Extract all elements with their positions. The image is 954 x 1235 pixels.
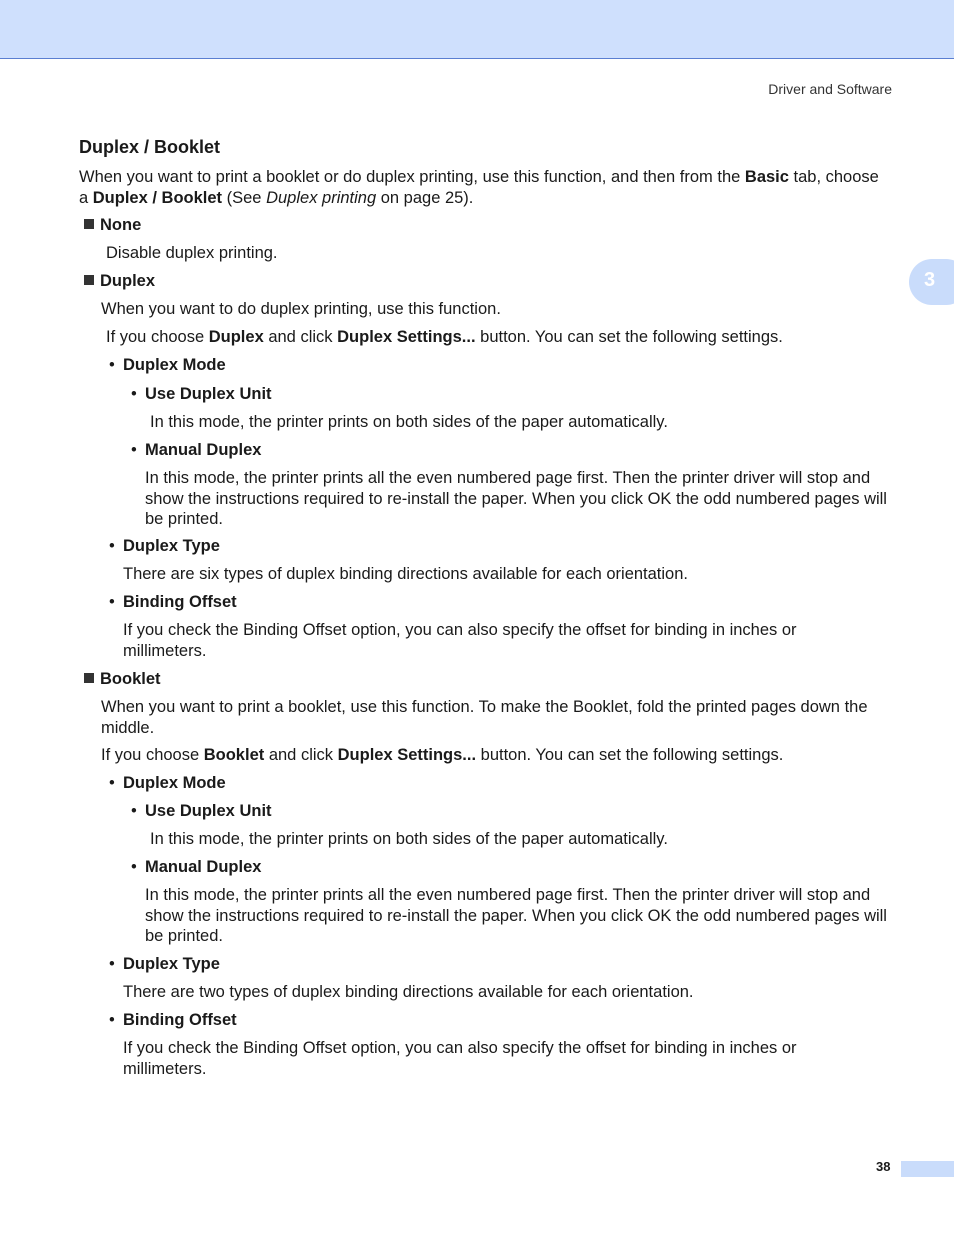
chapter-tab <box>909 259 954 305</box>
page-number: 38 <box>876 1159 891 1174</box>
booklet-desc: When you want to print a booklet, use this function. To make the Booklet, fold the printed pages down the middle. <box>101 698 868 737</box>
section-title: Duplex / Booklet <box>79 137 221 157</box>
intro-duplex-booklet: Duplex / Booklet <box>92 188 223 207</box>
booklet-offset-label: Binding Offset <box>123 1011 237 1029</box>
duplex-label: Duplex <box>100 272 156 290</box>
square-bullet-icon <box>84 219 94 229</box>
none-label: None <box>100 216 142 234</box>
intro-text-2: tab, choose a <box>79 168 879 207</box>
bullet-icon: • <box>131 858 137 876</box>
choose-duplex: Duplex <box>208 328 264 346</box>
intro-text-1: When you want to print a booklet or do duplex printing, use this function, and then from the <box>79 168 745 186</box>
booklet-unit-desc: In this mode, the printer prints on both sides of the paper automatically. <box>150 830 668 848</box>
bullet-icon: • <box>131 441 137 459</box>
duplex-manual-desc: In this mode, the printer prints all the even numbered page first. Then the printer driver will stop and show the instructions required to re-install the paper. When you click OK the odd numbered pages will be printed. <box>145 469 887 528</box>
duplex-unit-label: Use Duplex Unit <box>145 385 272 403</box>
duplex-choose <box>106 327 783 348</box>
booklet-unit-item <box>131 801 272 822</box>
duplex-type-label: Duplex Type <box>123 537 220 555</box>
duplex-manual-item <box>131 440 261 461</box>
header-band <box>0 0 954 59</box>
footer-bar <box>901 1161 954 1177</box>
choose-text-1: If you choose <box>106 328 209 346</box>
bullet-icon: • <box>131 802 137 820</box>
bullet-icon: • <box>131 385 137 403</box>
choose-text-2: and click <box>263 328 338 346</box>
bullet-icon: • <box>109 774 115 792</box>
duplex-unit-item <box>131 384 272 405</box>
choose-text-1: If you choose <box>101 746 204 764</box>
intro-basic-tab: Basic <box>744 168 789 186</box>
choose-duplex-settings: Duplex Settings... <box>337 328 476 346</box>
booklet-type-item <box>109 954 220 975</box>
none-desc: Disable duplex printing. <box>106 244 278 262</box>
choose-booklet: Booklet <box>203 746 265 764</box>
choose-text-3: button. You can set the following settings. <box>476 746 784 764</box>
choose-text-2: and click <box>264 746 338 764</box>
duplex-item <box>84 271 155 292</box>
duplex-type-item <box>109 536 220 557</box>
booklet-offset-desc: If you check the Binding Offset option, you can also specify the offset for binding in inches or millimeters. <box>123 1039 797 1078</box>
duplex-unit-desc: In this mode, the printer prints on both sides of the paper automatically. <box>150 413 668 431</box>
duplex-manual-label: Manual Duplex <box>145 441 262 459</box>
booklet-choose <box>101 745 783 766</box>
booklet-mode-label: Duplex Mode <box>123 774 226 792</box>
running-title: Driver and Software <box>768 81 892 97</box>
booklet-label: Booklet <box>100 670 161 688</box>
duplex-offset-item <box>109 592 237 613</box>
duplex-offset-label: Binding Offset <box>123 593 237 611</box>
booklet-type-desc: There are two types of duplex binding directions available for each orientation. <box>123 983 694 1001</box>
chapter-number: 3 <box>924 269 936 291</box>
duplex-desc: When you want to do duplex printing, use this function. <box>101 300 501 318</box>
booklet-manual-item <box>131 857 261 878</box>
booklet-type-label: Duplex Type <box>123 955 220 973</box>
bullet-icon: • <box>109 593 115 611</box>
none-item <box>84 215 141 236</box>
section-intro <box>79 167 891 208</box>
bullet-icon: • <box>109 955 115 973</box>
intro-text-4: on page 25). <box>376 188 474 207</box>
choose-duplex-settings: Duplex Settings... <box>337 746 477 764</box>
intro-xref: Duplex printing <box>266 188 377 207</box>
booklet-item <box>84 669 161 690</box>
bullet-icon: • <box>109 537 115 555</box>
booklet-unit-label: Use Duplex Unit <box>145 802 272 820</box>
bullet-icon: • <box>109 1011 115 1029</box>
duplex-offset-desc: If you check the Binding Offset option, you can also specify the offset for binding in inches or millimeters. <box>123 621 797 660</box>
booklet-offset-item <box>109 1010 237 1031</box>
choose-text-3: button. You can set the following settings. <box>475 328 783 346</box>
square-bullet-icon <box>84 673 94 683</box>
bullet-icon: • <box>109 356 115 374</box>
duplex-type-desc: There are six types of duplex binding directions available for each orientation. <box>123 565 688 583</box>
booklet-mode-item <box>109 773 226 794</box>
square-bullet-icon <box>84 275 94 285</box>
booklet-manual-label: Manual Duplex <box>145 858 262 876</box>
duplex-mode-item <box>109 355 226 376</box>
duplex-mode-label: Duplex Mode <box>123 356 226 374</box>
booklet-manual-desc: In this mode, the printer prints all the even numbered page first. Then the printer driver will stop and show the instructions required to re-install the paper. When you click OK the odd numbered pages will be printed. <box>145 886 887 945</box>
intro-text-3: (See <box>222 188 267 207</box>
